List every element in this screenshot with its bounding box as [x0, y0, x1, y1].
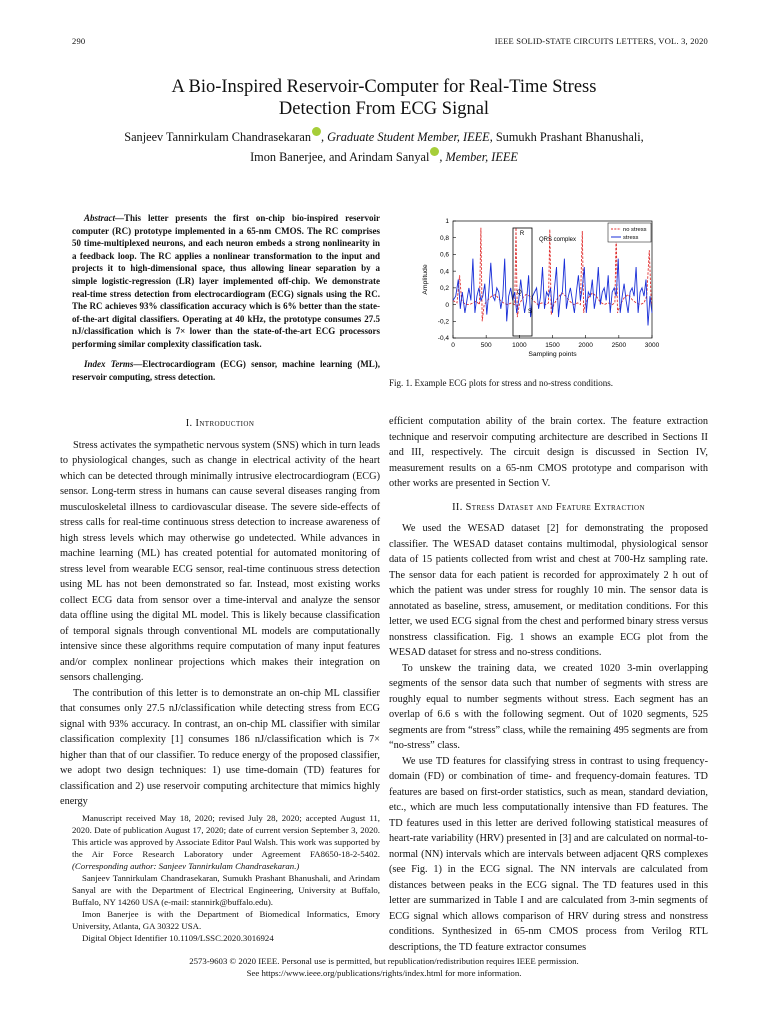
x-tick-label: 0 [451, 342, 455, 349]
orcid-icon[interactable] [430, 147, 439, 156]
copyright-notice [0, 955, 768, 979]
legend-label-stress: stress [623, 235, 639, 241]
paper-title [60, 76, 708, 120]
section-2-heading: II. Stress Dataset and Feature Extraction [452, 501, 645, 513]
x-tick-label: 2500 [611, 342, 627, 349]
section-1-heading: I. Introduction [185, 418, 255, 429]
x-tick-label: 3000 [644, 342, 660, 349]
section-2-paragraph-2: To unskew the training data, we created 1020 3-min overlapping segments of the sensor data such that number of segments with stress are roughly equal to number segments without stress. Each segment has an overlap of 6.6 s with the following segment. Out of 1020 segments, 525 segments are from “stress” class, while the remaining 495 segments are from “no-stress” class. [389, 662, 708, 751]
y-tick-label: 0,4 [439, 268, 449, 276]
section-2-paragraph-3: We use TD features for classifying stress in contrast to using frequency-domain (FD) or combination of time- and frequency-domain features. TD features are based on first-order statistics, such as mean, standard deviation, etc., which are much less computationally intensive than FD features. The TD features used in this letter are derived following statistical measures of heart-rate variability (HRV) presented in [3] and are calculated on normal-to-normal (NN) intervals which are intervals between adjacent QRS complexes (see Fig. 1) in the ECG signal. The NN intervals are calculated from distances between peaks in the ECG signal. The TD features used in this letter are summarized in Table I and are calculated from 3-min segments of ECG signal which allows comparison of HRV during stress and nonstress conditions. Synthesized in 65-nm CMOS process from Verilog RTL descriptions, the TD feature extractor consumes [389, 755, 708, 953]
footnote-affiliation-2: Imon Banerjee is with the Department of Biomedical Informatics, Emory University, Atlanta, GA 30322 USA. [72, 909, 380, 931]
journal-header: IEEE SOLID-STATE CIRCUITS LETTERS, VOL. 3, 2020 [494, 36, 708, 46]
footnote-doi: Digital Object Identifier 10.1109/LSSC.2020.3016924 [82, 933, 274, 943]
intro-paragraph-2: The contribution of this letter is to demonstrate an on-chip ML classifier that consumes only 27.5 nJ/classification while detecting stress from ECG signal with 93% accuracy. In contrast, an on-chip ML classifier with similar classification complexity [1] consumes 186 nJ/classification which is 7× higher than that of our classifier. To reduce energy of the proposed classifier, we adopt two design techniques: 1) use time-domain (TD) features for classification and 2) use reservoir computing architecture that mimics highly energy [60, 687, 380, 807]
y-tick-label: 0,8 [439, 234, 449, 242]
x-tick-label: 1000 [512, 342, 527, 349]
index-terms-text: —Electrocardiogram (ECG) sensor, machine learning (ML), reservoir computing, stress detection. [72, 359, 380, 382]
annotation-r: R [519, 231, 525, 237]
y-tick-label: 0 [445, 301, 449, 309]
ecg-chart [418, 214, 680, 370]
abstract [72, 212, 380, 351]
y-tick-label: 0,2 [439, 285, 449, 293]
orcid-icon[interactable] [312, 127, 321, 136]
intro-paragraph-1: Stress activates the sympathetic nervous system (SNS) which in turn leads to physiological changes, such as change in electrical activity of the heart which can be detected through minimally intrusive electrocardiogram (ECG) sensor. Long-term stress in humans can cause several diseases ranging from musculoskeletal illness to cardiovascular disease. The severe side-effects of stress calls for real-time continuous stress detection to increase awareness of high stress levels which may otherwise go undetected. While advances in machine learning (ML) has created potential for automated monitoring of stress level from wearable ECG sensor, real-time continuous stress detection using ML has not been demonstrated so far. Instead, most existing works collect ECG data from sensor over a time-interval and analyze the sensor data offline using the digital ML model. This is likely because classification of temporal signals through conventional ML models are computationally intensive since these algorithms require computation of many input features and/or complex nonlinear projections which makes their integration on sensors challenging. [60, 439, 380, 683]
y-axis-label: Amplitude [422, 264, 429, 295]
y-tick-label: 1 [445, 218, 449, 226]
figure-1 [418, 214, 680, 370]
author-2: , Sumukh Prashant Bhanushali, [489, 130, 644, 145]
title-line-2: Detection From ECG Signal [278, 99, 490, 119]
author-1-role: , Graduate Student Member, IEEE [320, 130, 490, 145]
annotation-s: S [528, 309, 533, 315]
annotation-q: Q [517, 290, 522, 296]
copyright-line-2: See https://www.ieee.org/publications/rights/index.html for more information. [246, 968, 522, 978]
annotation-qrs: QRS complex [539, 237, 577, 243]
left-column [60, 416, 380, 810]
x-tick-label: 1500 [545, 342, 560, 349]
y-tick-label: 0,6 [439, 251, 449, 259]
copyright-line-1: 2573-9603 © 2020 IEEE. Personal use is permitted, but republication/redistribution requires IEEE permission. [189, 956, 579, 966]
abstract-text: —This letter presents the first on-chip bio-inspired reservoir computer (RC) prototype implemented in a 65-nm CMOS. The RC comprises 50 time-multiplexed neurons, and each neuron embeds a strong nonlinearity in a feedback loop. The RC applies a nonlinear transformation to the input and projects it to high-dimensional space, thus allowing linear separation by a simple logistic-regression (LR) layer implemented off-chip. We demonstrate real-time stress detection from electrocardiogram (ECG) signals using the RC. The RC achieves 93% classification accuracy which is 6% better than the state-of-the-art digital classifiers. Operating at 40 kHz, the prototype consumes 27.5 nJ/classification which is 7× lower than the state-of-the-art ECG processors performing similar complexity classification task. [72, 213, 380, 349]
author-list [60, 127, 708, 167]
title-line-1: A Bio-Inspired Reservoir-Computer for Real-Time Stress [171, 77, 597, 97]
intro-continuation: efficient computation ability of the brain cortex. The feature extraction technique and reservoir computing architecture are described in Sections II and III, respectively. The circuit design is discussed in Section IV, measurement results on a 65-nm CMOS prototype and comparison with other works are presented in Section V. [389, 416, 708, 489]
footnote-affiliation-1: Sanjeev Tannirkulam Chandrasekaran, Sumukh Prashant Bhanushali, and Arindam Sanyal are with the Department of Electrical Engineering, University at Buffalo, Buffalo, NY 14260 USA (e-mail: stannirk@buffalo.edu). [72, 873, 380, 907]
index-terms [72, 358, 380, 383]
right-column [389, 414, 708, 955]
author-4-role: , Member, IEEE [439, 150, 518, 165]
footnote-corresponding: (Corresponding author: Sanjeev Tannirkulam Chandrasekaran.) [72, 861, 300, 871]
x-tick-label: 2000 [578, 342, 593, 349]
abstract-label: Abstract [84, 213, 116, 223]
y-tick-label: -0,2 [437, 318, 449, 326]
x-tick-label: 500 [480, 342, 492, 349]
series-line-stress [453, 259, 652, 326]
footnote-manuscript: Manuscript received May 18, 2020; revised July 28, 2020; accepted August 11, 2020. Date of publication August 17, 2020; date of current version September 3, 2020. This article was approved by Associate Editor Paul Walsh. This work was supported by the Air Force Research Laboratory under Agreement FA8650-18-2-5402. [72, 813, 380, 859]
figure-caption: Fig. 1. Example ECG plots for stress and no-stress conditions. [389, 378, 613, 388]
page-number: 290 [72, 36, 86, 46]
author-1: Sanjeev Tannirkulam Chandrasekaran [124, 130, 311, 145]
author-3-4: Imon Banerjee, and Arindam Sanyal [250, 150, 430, 165]
legend-label-no-stress: no stress [623, 227, 647, 233]
x-axis-label: Sampling points [528, 351, 577, 358]
y-tick-label: -0,4 [437, 335, 449, 343]
index-terms-label: Index Terms [84, 359, 134, 369]
section-2-paragraph-1: We used the WESAD dataset [2] for demonstrating the proposed classifier. The WESAD dataset contains multimodal, physiological sensor data of 15 patients collected from wrist and chest at 700-Hz sampling rate. The sensor data for each patient is recorded for approximately 2 h out of which the patient was under stress for roughly 10 min. The sensor data is annotated as baseline, stress, amusement, or meditation conditions. For this letter, we used ECG signal from the chest and performed binary stress versus nonstress classification. Fig. 1 shows an example ECG plot from the WESAD dataset for stress and no-stress conditions. [389, 523, 708, 658]
footnote [72, 812, 380, 944]
